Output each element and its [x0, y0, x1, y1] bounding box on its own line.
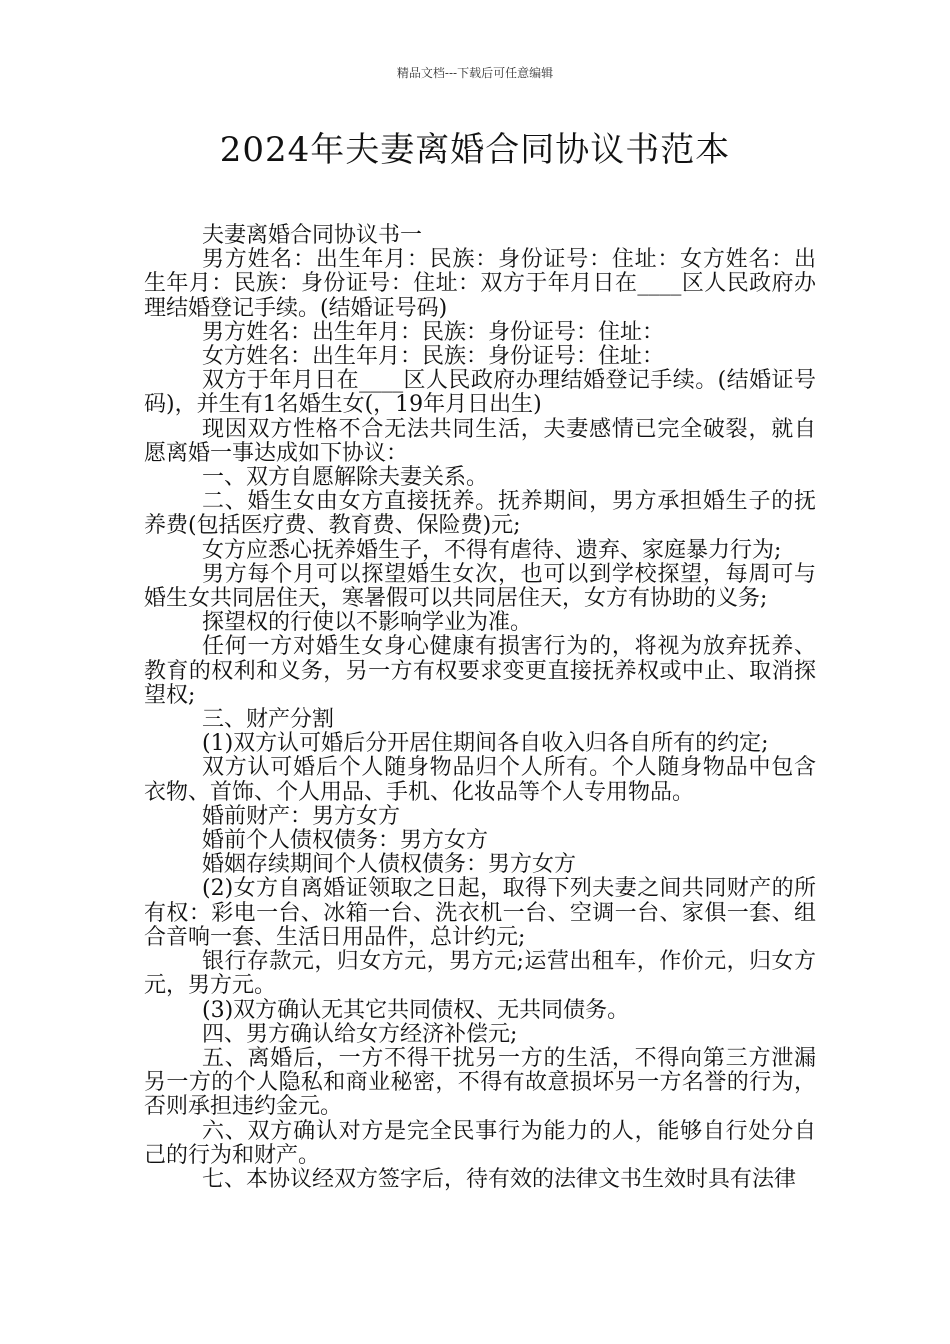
paragraph: 婚姻存续期间个人债权债务：男方女方 — [202, 852, 577, 878]
paragraph: 双方于年月日在____区人民政府办理结婚登记手续。(结婚证号码)，并生有1名婚生女(，19年月日出生) — [144, 368, 816, 418]
clause-5: 五、离婚后，一方不得干扰另一方的生活，不得向第三方泄漏另一方的个人隐私和商业秘密，不得有故意损坏另一方名誉的行为，否则承担违约金元。 — [144, 1045, 816, 1120]
paragraph: 任何一方对婚生女身心健康有损害行为的，将视为放弃抚养、教育的权利和义务，另一方有权要求变更直接抚养权或中止、取消探望权; — [144, 634, 816, 708]
clause-2: 二、婚生女由女方直接抚养。抚养期间，男方承担婚生子的抚养费(包括医疗费、教育费、保险费)元; — [144, 489, 816, 539]
paragraph: 探望权的行使以不影响学业为准。 — [202, 610, 533, 636]
clause-7: 七、本协议经双方签字后，待有效的法律文书生效时具有法律 — [202, 1166, 797, 1192]
paragraph: 婚前个人债权债务：男方女方 — [202, 828, 489, 854]
header-note: 精品文档---下载后可任意编辑 — [396, 66, 554, 80]
clause-4: 四、男方确认给女方经济补偿元; — [202, 1021, 518, 1047]
document-title: 2024年夫妻离婚合同协议书范本 — [219, 130, 731, 170]
paragraph: 婚前财产：男方女方 — [202, 803, 401, 829]
clause-6: 六、双方确认对方是完全民事行为能力的人，能够自行处分自己的行为和财产。 — [144, 1118, 816, 1168]
paragraph-heading: 夫妻离婚合同协议书一 — [202, 223, 423, 248]
paragraph: 男方每个月可以探望婚生女次，也可以到学校探望，每周可与婚生女共同居住天，寒暑假可以共同居住天，女方有协助的义务; — [144, 561, 816, 612]
paragraph: 男方姓名：出生年月：民族：身份证号：住址： — [202, 319, 665, 345]
document-body — [144, 224, 816, 1192]
paragraph: 男方姓名：出生年月：民族：身份证号：住址：女方姓名：出生年月：民族：身份证号：住址：双方于年月日在____区人民政府办理结婚登记手续。(结婚证号码) — [144, 247, 816, 321]
paragraph: 银行存款元，归女方元，男方元;运营出租车，作价元，归女方元，男方元。 — [144, 949, 816, 999]
clause-3: 三、财产分割 — [202, 707, 335, 733]
paragraph: (2)女方自离婚证领取之日起，取得下列夫妻之间共同财产的所有权：彩电一台、冰箱一台、洗衣机一台、空调一台、家俱一套、组合音响一套、生活日用品件，总计约元; — [144, 876, 816, 950]
paragraph: (3)双方确认无其它共同债权、无共同债务。 — [202, 997, 630, 1023]
paragraph: 现因双方性格不合无法共同生活，夫妻感情已完全破裂，就自愿离婚一事达成如下协议： — [144, 416, 816, 466]
paragraph: (1)双方认可婚后分开居住期间各自收入归各自所有的约定; — [202, 731, 769, 757]
paragraph: 女方姓名：出生年月：民族：身份证号：住址： — [202, 344, 665, 370]
paragraph: 双方认可婚后个人随身物品归个人所有。个人随身物品中包含衣物、首饰、个人用品、手机、化妆品等个人专用物品。 — [144, 755, 816, 805]
clause-1: 一、双方自愿解除夫妻关系。 — [202, 465, 489, 491]
paragraph: 女方应悉心抚养婚生子，不得有虐待、遗弃、家庭暴力行为; — [202, 537, 782, 563]
